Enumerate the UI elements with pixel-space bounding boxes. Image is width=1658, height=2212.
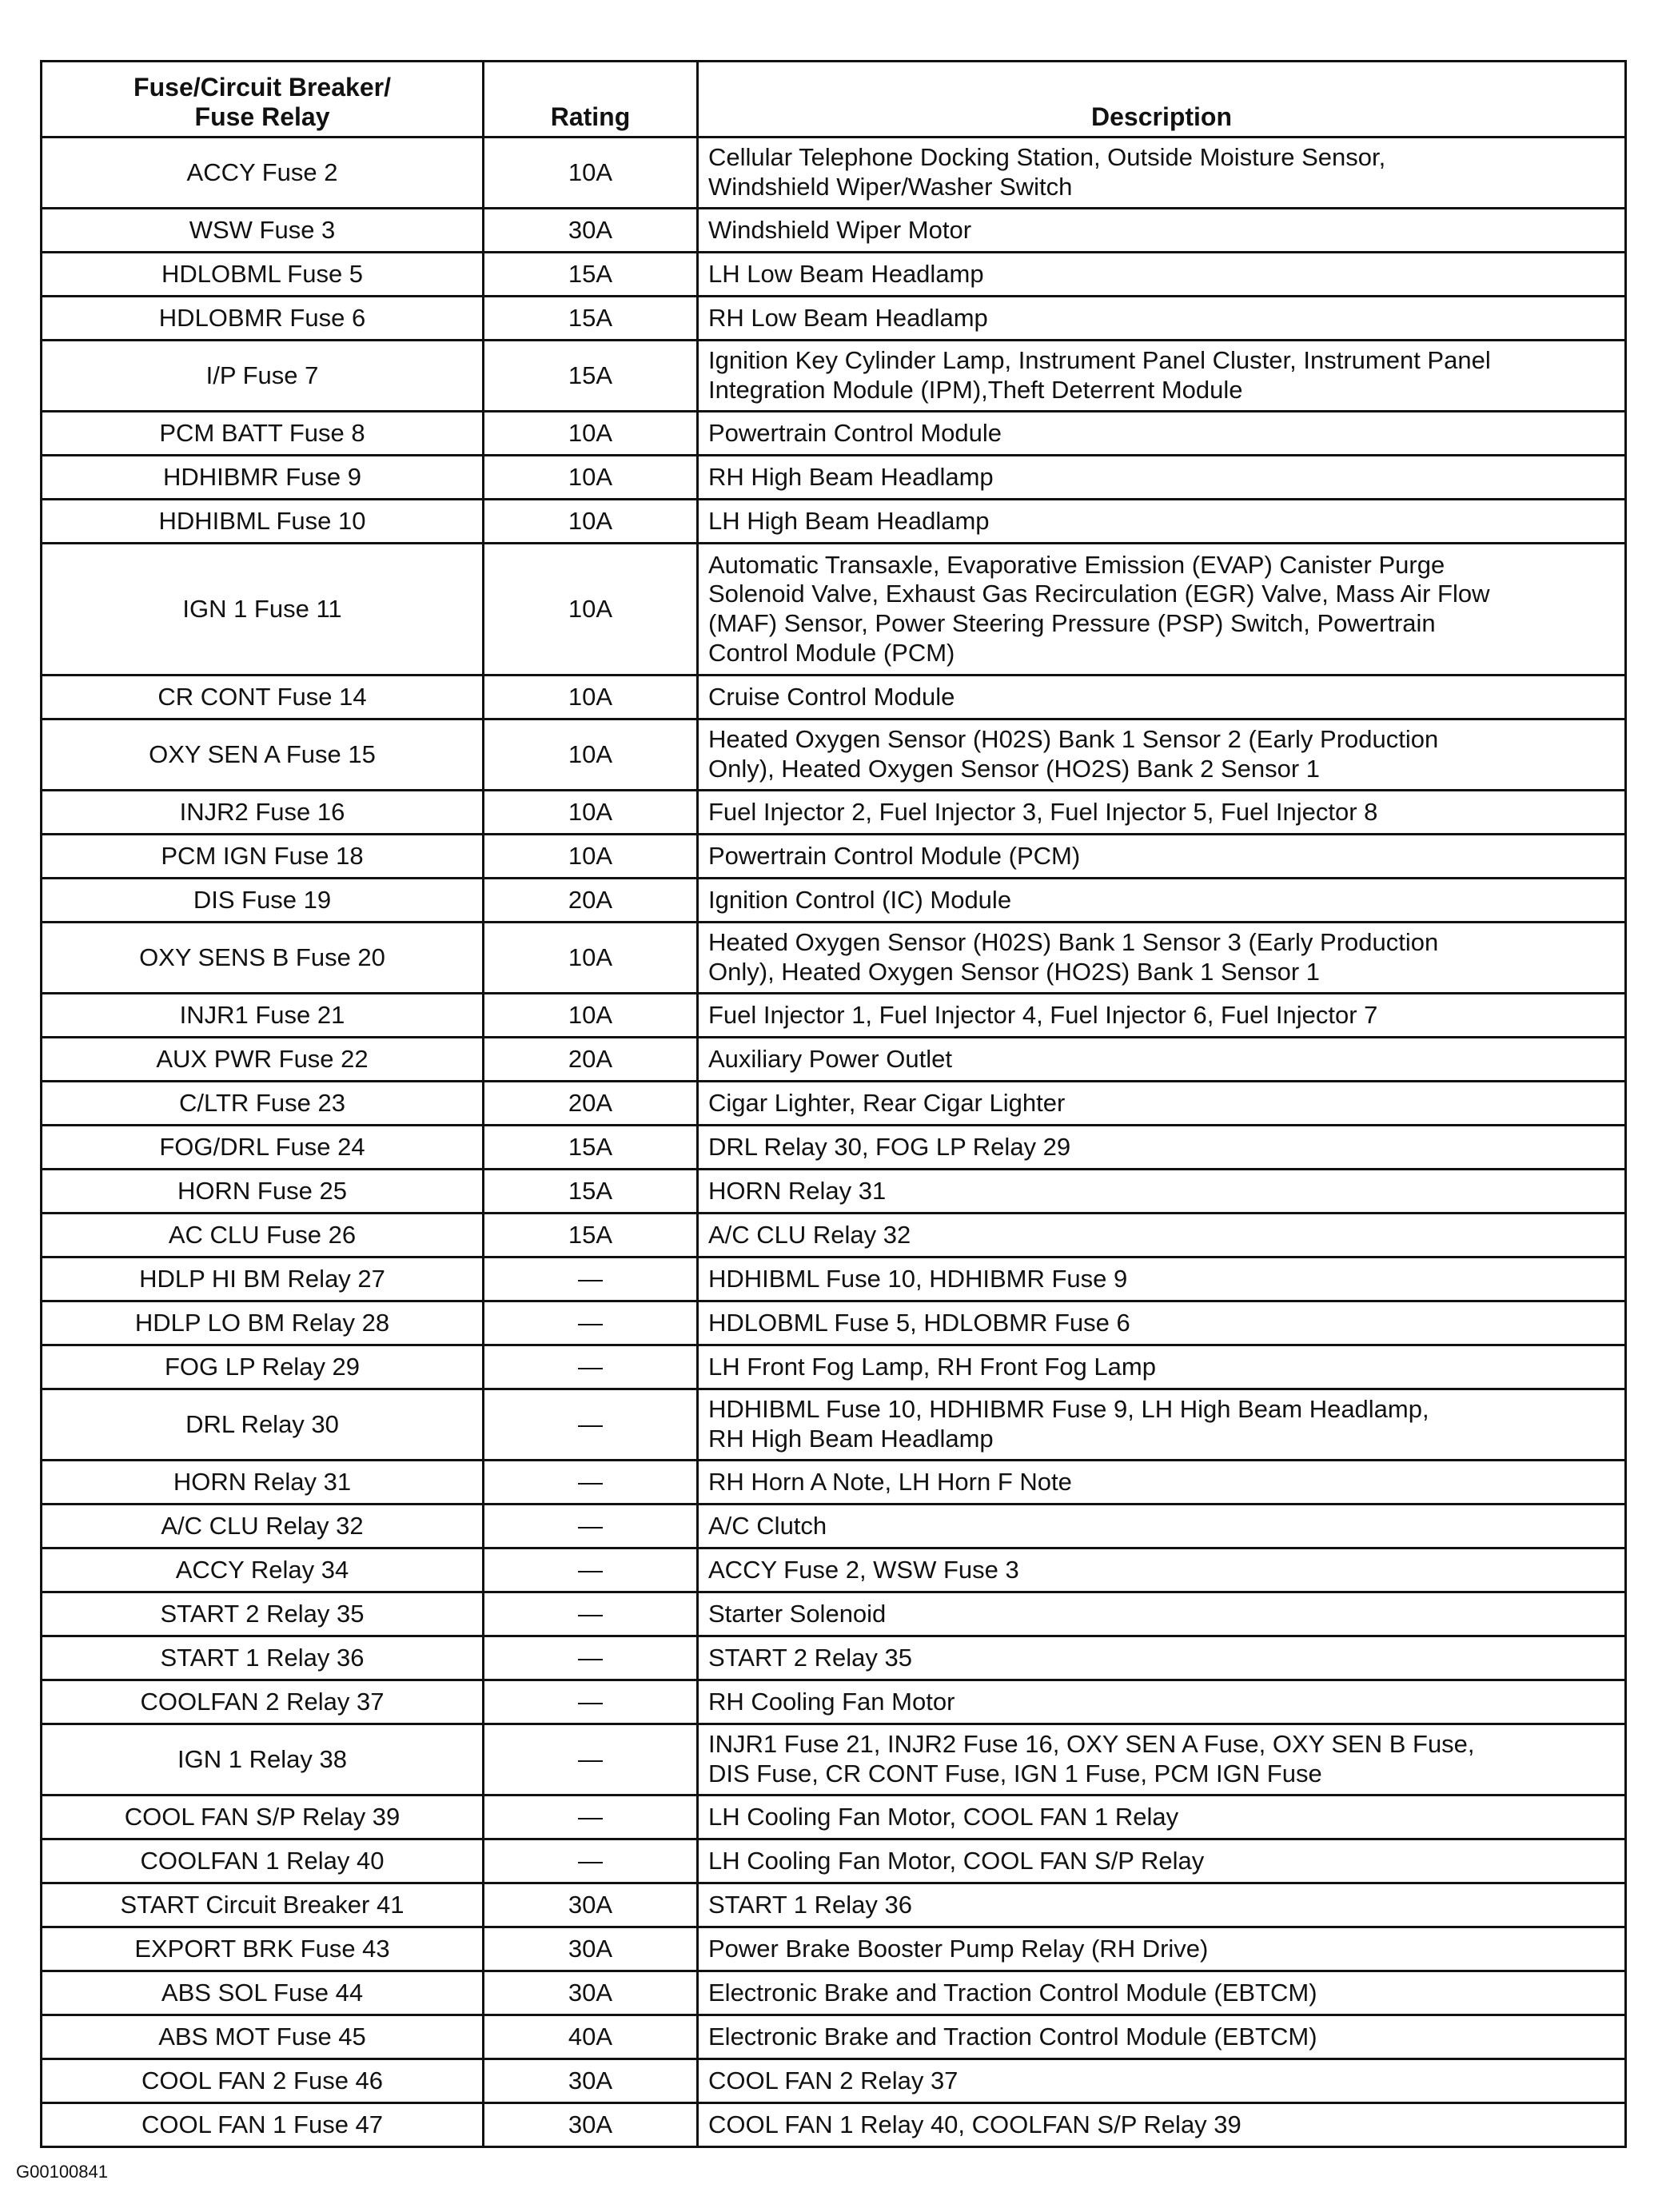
table-row: [42, 1345, 1626, 1389]
cell-description: LH Cooling Fan Motor, COOL FAN 1 Relay: [698, 1796, 1626, 1839]
cell-description: Fuel Injector 2, Fuel Injector 3, Fuel Injector 5, Fuel Injector 8: [698, 791, 1626, 835]
cell-description: HORN Relay 31: [698, 1170, 1626, 1214]
table-row: [42, 1796, 1626, 1839]
cell-fuse-name: A/C CLU Relay 32: [42, 1505, 484, 1548]
cell-fuse-name: COOL FAN S/P Relay 39: [42, 1796, 484, 1839]
cell-fuse-name: ACCY Fuse 2: [42, 138, 484, 209]
cell-description: RH Low Beam Headlamp: [698, 297, 1626, 341]
cell-rating: —: [484, 1839, 698, 1883]
table-header-row: [42, 62, 1626, 138]
cell-rating: —: [484, 1461, 698, 1505]
table-row: [42, 138, 1626, 209]
cell-fuse-name: FOG LP Relay 29: [42, 1345, 484, 1389]
table-row: [42, 1214, 1626, 1257]
cell-rating: 15A: [484, 341, 698, 412]
cell-description: Starter Solenoid: [698, 1592, 1626, 1636]
cell-description: RH Cooling Fan Motor: [698, 1680, 1626, 1724]
table-row: [42, 412, 1626, 456]
cell-fuse-name: INJR1 Fuse 21: [42, 994, 484, 1038]
table-row: [42, 1927, 1626, 1971]
cell-fuse-name: ACCY Relay 34: [42, 1548, 484, 1592]
table-row: [42, 456, 1626, 500]
table-row: [42, 2059, 1626, 2103]
table-row: [42, 297, 1626, 341]
cell-description: Electronic Brake and Traction Control Module (EBTCM): [698, 2015, 1626, 2059]
cell-description: A/C Clutch: [698, 1505, 1626, 1548]
cell-description: A/C CLU Relay 32: [698, 1214, 1626, 1257]
table-row: [42, 1505, 1626, 1548]
table-row: [42, 1257, 1626, 1301]
cell-rating: —: [484, 1257, 698, 1301]
cell-fuse-name: START 2 Relay 35: [42, 1592, 484, 1636]
table-row: [42, 1082, 1626, 1126]
table-row: [42, 1636, 1626, 1680]
cell-rating: 10A: [484, 500, 698, 544]
cell-description: HDHIBML Fuse 10, HDHIBMR Fuse 9: [698, 1257, 1626, 1301]
cell-rating: 30A: [484, 1927, 698, 1971]
cell-fuse-name: HDLP LO BM Relay 28: [42, 1301, 484, 1345]
cell-description: HDHIBML Fuse 10, HDHIBMR Fuse 9, LH High Beam Headlamp, RH High Beam Headlamp: [698, 1389, 1626, 1461]
table-row: [42, 676, 1626, 719]
cell-description: Cruise Control Module: [698, 676, 1626, 719]
table-body: [42, 138, 1626, 2147]
cell-description: LH Low Beam Headlamp: [698, 253, 1626, 297]
cell-rating: 15A: [484, 297, 698, 341]
cell-description: Powertrain Control Module: [698, 412, 1626, 456]
header-description-text: Description: [1090, 102, 1233, 132]
cell-description: Heated Oxygen Sensor (H02S) Bank 1 Sensor 3 (Early Production Only), Heated Oxygen Sensor (HO2S) Bank 1 Sensor 1: [698, 923, 1626, 994]
cell-description: Auxiliary Power Outlet: [698, 1038, 1626, 1082]
figure-id: G00100841: [16, 2162, 108, 2182]
table-row: [42, 1389, 1626, 1461]
cell-description: Cellular Telephone Docking Station, Outside Moisture Sensor, Windshield Wiper/Washer Switch: [698, 138, 1626, 209]
table-row: [42, 923, 1626, 994]
cell-fuse-name: HDLOBML Fuse 5: [42, 253, 484, 297]
cell-fuse-name: HORN Relay 31: [42, 1461, 484, 1505]
cell-rating: 20A: [484, 1038, 698, 1082]
cell-description: INJR1 Fuse 21, INJR2 Fuse 16, OXY SEN A Fuse, OXY SEN B Fuse, DIS Fuse, CR CONT Fuse, IGN 1 Fuse, PCM IGN Fuse: [698, 1724, 1626, 1796]
cell-description: COOL FAN 1 Relay 40, COOLFAN S/P Relay 39: [698, 2103, 1626, 2147]
cell-fuse-name: HDLP HI BM Relay 27: [42, 1257, 484, 1301]
cell-rating: 15A: [484, 253, 698, 297]
header-description: [698, 62, 1626, 138]
cell-fuse-name: AUX PWR Fuse 22: [42, 1038, 484, 1082]
cell-description: Ignition Key Cylinder Lamp, Instrument Panel Cluster, Instrument Panel Integration Module (IPM),Theft Deterrent Module: [698, 341, 1626, 412]
cell-fuse-name: EXPORT BRK Fuse 43: [42, 1927, 484, 1971]
fuse-table-sheet: [40, 60, 1627, 2148]
cell-description: Power Brake Booster Pump Relay (RH Drive): [698, 1927, 1626, 1971]
cell-rating: 10A: [484, 923, 698, 994]
table-row: [42, 719, 1626, 791]
cell-description: Powertrain Control Module (PCM): [698, 835, 1626, 879]
cell-description: LH Cooling Fan Motor, COOL FAN S/P Relay: [698, 1839, 1626, 1883]
cell-rating: 30A: [484, 2059, 698, 2103]
cell-fuse-name: DIS Fuse 19: [42, 879, 484, 923]
cell-rating: —: [484, 1505, 698, 1548]
header-rating-text: Rating: [550, 102, 631, 132]
cell-fuse-name: I/P Fuse 7: [42, 341, 484, 412]
table-row: [42, 879, 1626, 923]
table-row: [42, 341, 1626, 412]
table-row: [42, 2015, 1626, 2059]
cell-rating: 20A: [484, 879, 698, 923]
cell-fuse-name: START Circuit Breaker 41: [42, 1883, 484, 1927]
cell-description: START 1 Relay 36: [698, 1883, 1626, 1927]
table-row: [42, 1839, 1626, 1883]
cell-fuse-name: AC CLU Fuse 26: [42, 1214, 484, 1257]
cell-fuse-name: OXY SEN A Fuse 15: [42, 719, 484, 791]
cell-description: Electronic Brake and Traction Control Module (EBTCM): [698, 1971, 1626, 2015]
cell-fuse-name: IGN 1 Fuse 11: [42, 544, 484, 676]
cell-description: LH Front Fog Lamp, RH Front Fog Lamp: [698, 1345, 1626, 1389]
table-row: [42, 253, 1626, 297]
cell-description: Fuel Injector 1, Fuel Injector 4, Fuel Injector 6, Fuel Injector 7: [698, 994, 1626, 1038]
cell-fuse-name: DRL Relay 30: [42, 1389, 484, 1461]
table-row: [42, 500, 1626, 544]
table-row: [42, 2103, 1626, 2147]
cell-rating: —: [484, 1796, 698, 1839]
cell-description: COOL FAN 2 Relay 37: [698, 2059, 1626, 2103]
cell-rating: 30A: [484, 209, 698, 253]
cell-fuse-name: COOLFAN 1 Relay 40: [42, 1839, 484, 1883]
header-rating: [484, 62, 698, 138]
table-row: [42, 1548, 1626, 1592]
cell-rating: 30A: [484, 2103, 698, 2147]
cell-fuse-name: COOL FAN 2 Fuse 46: [42, 2059, 484, 2103]
cell-rating: —: [484, 1680, 698, 1724]
cell-description: HDLOBML Fuse 5, HDLOBMR Fuse 6: [698, 1301, 1626, 1345]
cell-description: Cigar Lighter, Rear Cigar Lighter: [698, 1082, 1626, 1126]
cell-rating: 10A: [484, 676, 698, 719]
table-row: [42, 1126, 1626, 1170]
cell-description: Windshield Wiper Motor: [698, 209, 1626, 253]
cell-fuse-name: PCM BATT Fuse 8: [42, 412, 484, 456]
cell-rating: —: [484, 1592, 698, 1636]
cell-rating: —: [484, 1301, 698, 1345]
table-row: [42, 791, 1626, 835]
cell-description: DRL Relay 30, FOG LP Relay 29: [698, 1126, 1626, 1170]
cell-rating: 10A: [484, 456, 698, 500]
cell-rating: 15A: [484, 1126, 698, 1170]
cell-description: Heated Oxygen Sensor (H02S) Bank 1 Sensor 2 (Early Production Only), Heated Oxygen Sensor (HO2S) Bank 2 Sensor 1: [698, 719, 1626, 791]
table-row: [42, 1724, 1626, 1796]
table-row: [42, 1038, 1626, 1082]
cell-description: START 2 Relay 35: [698, 1636, 1626, 1680]
cell-description: Ignition Control (IC) Module: [698, 879, 1626, 923]
cell-fuse-name: START 1 Relay 36: [42, 1636, 484, 1680]
cell-fuse-name: COOL FAN 1 Fuse 47: [42, 2103, 484, 2147]
cell-rating: 30A: [484, 1883, 698, 1927]
cell-rating: 10A: [484, 719, 698, 791]
cell-fuse-name: HORN Fuse 25: [42, 1170, 484, 1214]
cell-rating: 30A: [484, 1971, 698, 2015]
header-name-text: Fuse/Circuit Breaker/ Fuse Relay: [134, 72, 391, 132]
cell-rating: —: [484, 1724, 698, 1796]
cell-rating: 15A: [484, 1170, 698, 1214]
cell-rating: 10A: [484, 138, 698, 209]
cell-fuse-name: INJR2 Fuse 16: [42, 791, 484, 835]
table-row: [42, 1170, 1626, 1214]
cell-fuse-name: HDHIBMR Fuse 9: [42, 456, 484, 500]
cell-rating: 10A: [484, 544, 698, 676]
fuse-table: [40, 60, 1627, 2148]
table-row: [42, 1301, 1626, 1345]
cell-fuse-name: OXY SENS B Fuse 20: [42, 923, 484, 994]
table-row: [42, 1971, 1626, 2015]
cell-description: LH High Beam Headlamp: [698, 500, 1626, 544]
cell-fuse-name: C/LTR Fuse 23: [42, 1082, 484, 1126]
cell-fuse-name: FOG/DRL Fuse 24: [42, 1126, 484, 1170]
cell-rating: —: [484, 1636, 698, 1680]
table-row: [42, 994, 1626, 1038]
cell-fuse-name: HDLOBMR Fuse 6: [42, 297, 484, 341]
header-name: [42, 62, 484, 138]
cell-fuse-name: HDHIBML Fuse 10: [42, 500, 484, 544]
cell-fuse-name: ABS MOT Fuse 45: [42, 2015, 484, 2059]
cell-rating: 10A: [484, 412, 698, 456]
table-row: [42, 209, 1626, 253]
cell-fuse-name: COOLFAN 2 Relay 37: [42, 1680, 484, 1724]
cell-fuse-name: CR CONT Fuse 14: [42, 676, 484, 719]
cell-rating: 40A: [484, 2015, 698, 2059]
cell-rating: 10A: [484, 791, 698, 835]
cell-rating: 15A: [484, 1214, 698, 1257]
table-row: [42, 544, 1626, 676]
table-row: [42, 1883, 1626, 1927]
cell-description: RH High Beam Headlamp: [698, 456, 1626, 500]
cell-description: RH Horn A Note, LH Horn F Note: [698, 1461, 1626, 1505]
cell-description: Automatic Transaxle, Evaporative Emission (EVAP) Canister Purge Solenoid Valve, Exhaust Gas Recirculation (EGR) Valve, Mass Air Flow (MAF) Sensor, Power Steering Pressure (PSP) Switch, Powertrain Control Module (PCM): [698, 544, 1626, 676]
cell-rating: —: [484, 1548, 698, 1592]
table-row: [42, 835, 1626, 879]
cell-description: ACCY Fuse 2, WSW Fuse 3: [698, 1548, 1626, 1592]
cell-rating: —: [484, 1345, 698, 1389]
cell-fuse-name: WSW Fuse 3: [42, 209, 484, 253]
cell-rating: —: [484, 1389, 698, 1461]
table-row: [42, 1592, 1626, 1636]
cell-fuse-name: PCM IGN Fuse 18: [42, 835, 484, 879]
cell-fuse-name: ABS SOL Fuse 44: [42, 1971, 484, 2015]
cell-rating: 20A: [484, 1082, 698, 1126]
cell-rating: 10A: [484, 835, 698, 879]
table-row: [42, 1461, 1626, 1505]
cell-fuse-name: IGN 1 Relay 38: [42, 1724, 484, 1796]
table-row: [42, 1680, 1626, 1724]
cell-rating: 10A: [484, 994, 698, 1038]
